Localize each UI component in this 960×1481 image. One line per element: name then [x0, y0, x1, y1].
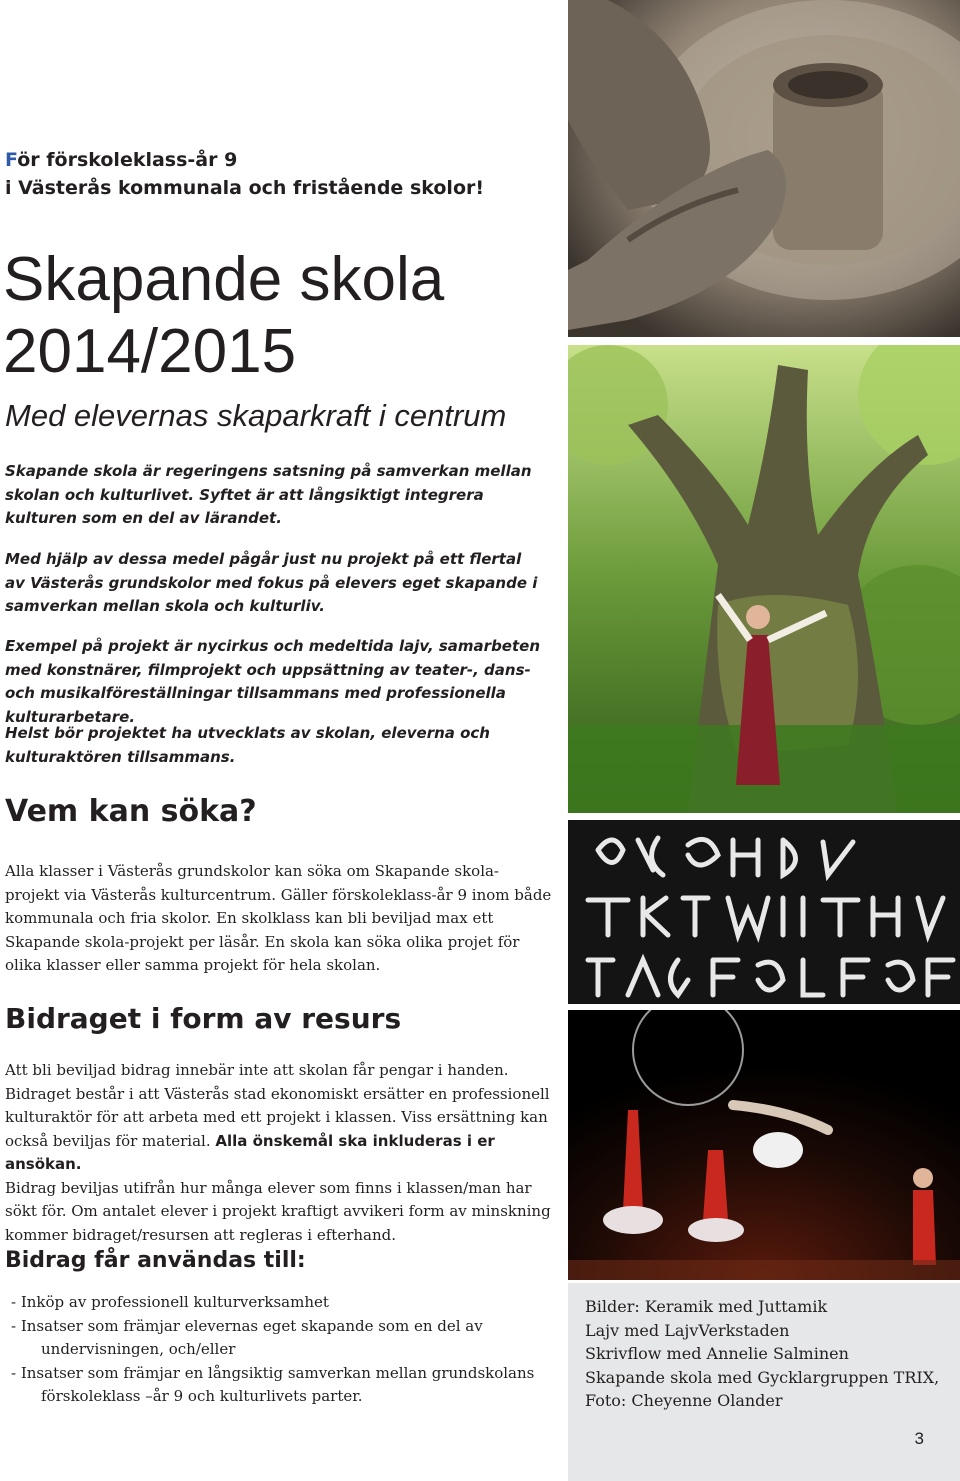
- list-item: - Insatser som främjar en långsiktig samverkan mellan grundskolans förskoleklass –år 9 och kulturlivets parter.: [11, 1363, 535, 1405]
- page-number: 3: [914, 1429, 924, 1448]
- intro-paragraph-4: Helst bör projektet ha utvecklats av skolan, eleverna och kulturaktören tillsammans.: [5, 724, 490, 766]
- photo-credits: [568, 1283, 960, 1481]
- intro-line-2: i Västerås kommunala och fristående skolor!: [5, 177, 485, 199]
- list-item: - Inköp av professionell kulturverksamhet: [11, 1293, 329, 1311]
- section-heading-who: Vem kan söka?: [5, 794, 257, 829]
- list-item: - Insatser som främjar elevernas eget skapande som en del av undervisningen, och/eller: [11, 1316, 483, 1358]
- contribution-bold-note: Alla önskemål ska inkluderas i er ansökan.: [5, 1131, 495, 1173]
- section-body-contribution: [5, 1059, 553, 1247]
- title-line-1: Skapande skola: [3, 245, 445, 314]
- pottery-wheel-photo: [568, 0, 960, 337]
- audience-intro: [5, 146, 484, 202]
- caption-line: Lajv med LajvVerkstaden: [585, 1320, 790, 1340]
- usage-list: [5, 1291, 555, 1409]
- intro-paragraph-2: Med hjälp av dessa medel pågår just nu projekt på ett flertal av Västerås grundskolor med fokus på elevers eget skapande i samverkan mellan skola och kulturliv.: [5, 550, 538, 615]
- section-heading-usage: Bidrag får användas till:: [5, 1248, 306, 1273]
- intro-paragraph-3: Exempel på projekt är nycirkus och medeltida lajv, samarbeten med konstnärer, filmprojekt och uppsättning av teater-, dans- och musikalföreställningar tillsammans med professionella kulturarbetare.: [5, 637, 540, 726]
- page-title: [3, 244, 444, 388]
- handwritten-text-photo: [568, 820, 960, 1004]
- intro-line-1: [5, 146, 484, 174]
- intro-line-1-rest: ör förskoleklass-år 9: [17, 149, 238, 171]
- section-heading-contribution: Bidraget i form av resurs: [5, 1002, 402, 1035]
- intro-paragraph-1: Skapande skola är regeringens satsning på samverkan mellan skolan och kulturlivet. Syftet är att långsiktigt integrera kulturen som en del av lärandet.: [5, 462, 532, 527]
- caption-line: Bilder: Keramik med Juttamik: [585, 1297, 828, 1316]
- caption-line: Skapande skola med Gycklargruppen TRIX,: [585, 1367, 940, 1387]
- caption-line: Foto: Cheyenne Olander: [585, 1391, 783, 1410]
- intro-first-letter: F: [5, 149, 18, 171]
- section-body-who: Alla klasser i Västerås grundskolor kan söka om Skapande skola-projekt via Västerås kulturcentrum. Gäller förskoleklass-år 9 inom både kommunala och fria skolor. En skolklass kan bli beviljad max ett Skapande skola-projekt per läsår. En skola kan söka olika projet för olika klasser eller samma projekt för hela skolan.: [5, 862, 552, 974]
- forest-larp-photo: [568, 345, 960, 813]
- contribution-text-2: Bidrag beviljas utifrån hur många elever som finns i klassen/man har sökt för. Om antalet elever i projekt kraftigt avvikeri form av minskning kommer bidraget/resursen att regleras i efterhand.: [5, 1178, 551, 1244]
- photo-credits-text: [585, 1295, 939, 1413]
- title-line-2: 2014/2015: [3, 317, 297, 386]
- circus-performance-photo: [568, 1010, 960, 1280]
- page-subtitle: Med elevernas skaparkraft i centrum: [5, 398, 507, 433]
- caption-line: Skrivflow med Annelie Salminen: [585, 1344, 849, 1363]
- contribution-text-1: Att bli beviljad bidrag innebär inte att skolan får pengar i handen. Bidraget består i att Västerås stad ekonomiskt ersätter en professionell kulturaktör för att arbeta med ett projekt i klassen. Viss ersättning kan också beviljas för material.: [5, 1061, 550, 1150]
